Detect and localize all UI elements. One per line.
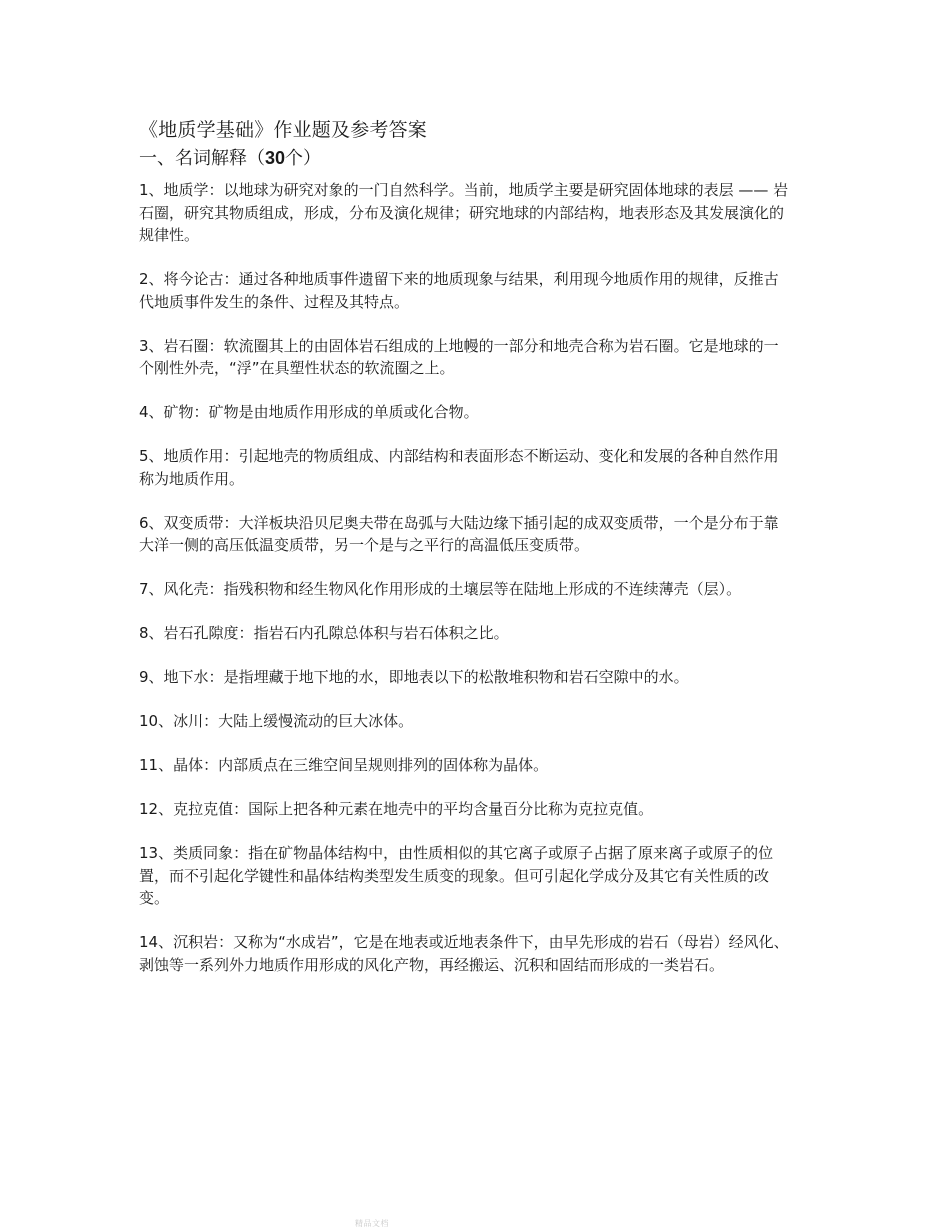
entry-number: 8、 [139, 624, 164, 642]
definition-list [139, 179, 789, 976]
entry-number: 7、 [139, 580, 164, 598]
document-title: 《地质学基础》作业题及参考答案 [139, 119, 428, 141]
entry-text: 指在矿物晶体结构中，由性质相似的其它离子或原子占据了原来离子或原子的位置，而不引起化学键性和晶体结构类型发生质变的现象。但可引起化学成分及其它有关性质的改变。 [139, 844, 774, 907]
entry-number: 3、 [139, 336, 164, 355]
definition-entry-10 [139, 710, 789, 733]
definition-entry-9 [139, 666, 789, 689]
entry-number: 14、 [139, 933, 174, 951]
entry-text: 国际上把各种元素在地壳中的平均含量百分比称为克拉克值。 [248, 800, 654, 818]
entry-text: 引起地壳的物质组成、内部结构和表面形态不断运动、变化和发展的各种自然作用称为地质作用。 [139, 447, 779, 488]
entry-number: 12、 [139, 800, 174, 818]
entry-text: 通过各种地质事件遗留下来的地质现象与结果，利用现今地质作用的规律，反推古代地质事件发生的条件、过程及其特点。 [139, 270, 779, 311]
entry-term: 类质同象： [173, 844, 249, 862]
entry-term: 将今论古： [163, 270, 239, 288]
definition-entry-2 [139, 268, 789, 313]
entry-number: 11、 [139, 756, 174, 774]
entry-term: 矿物： [163, 403, 209, 421]
definition-entry-5 [139, 445, 789, 490]
entry-number: 13、 [139, 844, 174, 862]
section-heading [139, 144, 789, 173]
entry-text: 指岩石内孔隙总体积与岩石体积之比。 [253, 624, 509, 642]
entry-text: 软流圈其上的由固体岩石组成的上地幔的一部分和地壳合称为岩石圈。它是地球的一个刚性外壳，“浮”在具塑性状态的软流圈之上。 [139, 336, 779, 377]
definition-entry-13 [139, 842, 789, 910]
definition-entry-14 [139, 931, 789, 976]
entry-number: 4、 [139, 403, 164, 421]
entry-text: 又称为“水成岩”，它是在地表或近地表条件下，由早先形成的岩石（母岩）经风化、剥蚀等一系列外力地质作用形成的风化产物，再经搬运、沉积和固结而形成的一类岩石。 [139, 933, 789, 974]
definition-entry-3 [139, 335, 789, 380]
footer-watermark: 精品文档 [355, 1219, 389, 1228]
entry-term: 晶体： [173, 756, 219, 774]
definition-entry-11 [139, 754, 789, 777]
entry-number: 6、 [139, 513, 164, 532]
entry-number: 1、 [139, 181, 164, 199]
section-heading-count: 30 [265, 148, 286, 168]
entry-text: 内部质点在三维空间呈规则排列的固体称为晶体。 [218, 756, 549, 774]
entry-term: 地质学： [163, 181, 224, 199]
entry-number: 10、 [139, 712, 174, 730]
entry-term: 克拉克值： [173, 800, 249, 818]
entry-term: 双变质带： [163, 513, 239, 532]
entry-text: 以地球为研究对象的一门自然科学。当前，地质学主要是研究固体地球的表层 —— 岩石圈，研究其物质组成，形成，分布及演化规律；研究地球的内部结构，地表形态及其发展演化的规律性。 [139, 181, 789, 244]
entry-text: 是指埋藏于地下地的水，即地表以下的松散堆积物和岩石空隙中的水。 [223, 668, 689, 686]
definition-entry-12 [139, 798, 789, 821]
entry-text: 矿物是由地质作用形成的单质或化合物。 [208, 403, 479, 421]
entry-term: 风化壳： [163, 580, 224, 598]
entry-term: 冰川： [173, 712, 219, 730]
definition-entry-6 [139, 512, 789, 557]
entry-number: 2、 [139, 270, 164, 288]
entry-text: 指残积物和经生物风化作用形成的土壤层等在陆地上形成的不连续薄壳（层）。 [223, 580, 742, 598]
entry-term: 岩石圈： [163, 336, 224, 355]
entry-number: 9、 [139, 668, 164, 686]
document-body [139, 116, 789, 998]
entry-term: 沉积岩： [173, 933, 234, 951]
entry-term: 岩石孔隙度： [163, 624, 254, 642]
entry-number: 5、 [139, 447, 164, 465]
entry-term: 地下水： [163, 668, 224, 686]
definition-entry-7 [139, 578, 789, 601]
entry-text: 大洋板块沿贝尼奥夫带在岛弧与大陆边缘下插引起的成双变质带，一个是分布于靠大洋一侧的高压低温变质带，另一个是与之平行的高温低压变质带。 [139, 513, 779, 554]
entry-term: 地质作用： [163, 447, 239, 465]
definition-entry-1 [139, 179, 789, 247]
definition-entry-4 [139, 401, 789, 424]
section-heading-prefix: 一、名词解释（ [139, 148, 265, 169]
entry-text: 大陆上缓慢流动的巨大冰体。 [218, 712, 414, 730]
definition-entry-8 [139, 622, 789, 645]
section-heading-suffix: 个） [285, 148, 322, 169]
